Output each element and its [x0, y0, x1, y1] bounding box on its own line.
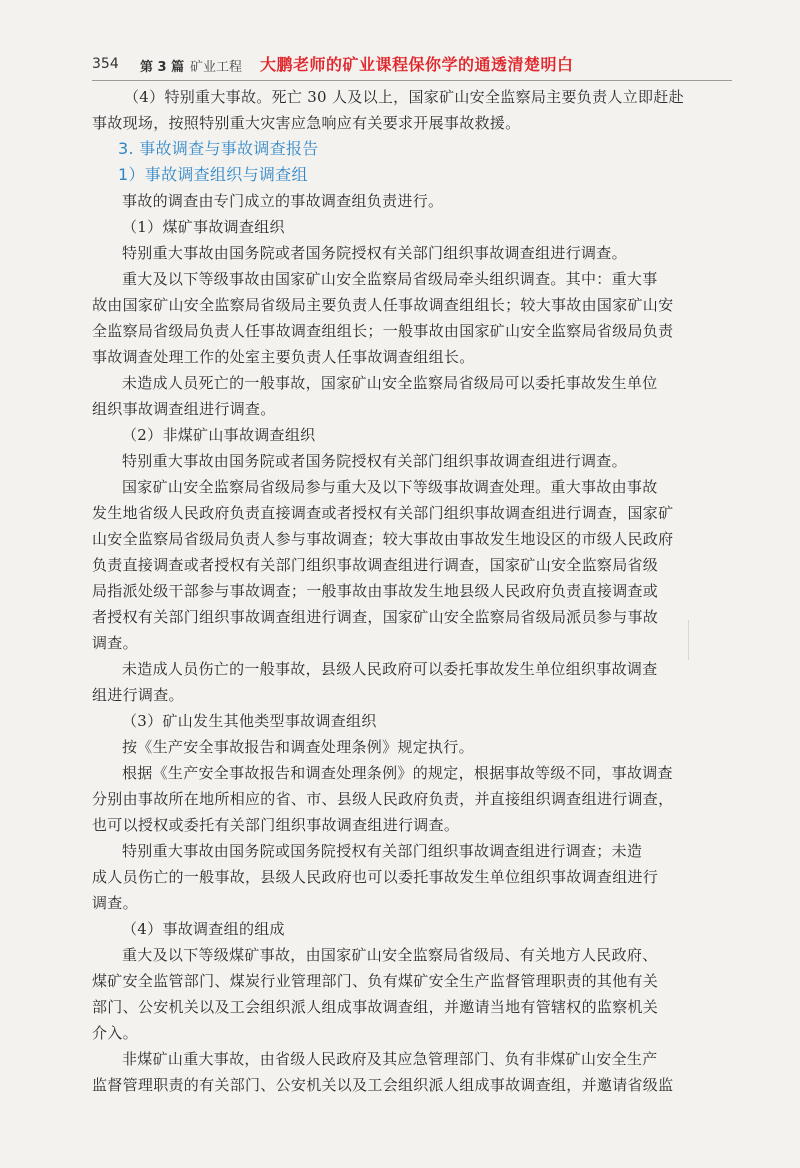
body-line: 局指派处级干部参与事故调查；一般事故由事故发生地县级人民政府负责直接调查或: [92, 582, 659, 600]
body-line: 特别重大事故由国务院或国务院授权有关部门组织事故调查组进行调查；未造: [122, 842, 643, 860]
item-heading: （3）矿山发生其他类型事故调查组织: [122, 712, 377, 730]
section-label: 矿业工程: [190, 60, 243, 75]
body-line: 全监察局省级局负责人任事故调查组组长；一般事故由国家矿山安全监察局省级局负责: [92, 322, 674, 340]
body-line: 介入。: [92, 1024, 138, 1042]
body-line: 未造成人员死亡的一般事故，国家矿山安全监察局省级局可以委托事故发生单位: [122, 374, 658, 392]
body-line: 山安全监察局省级局负责人参与事故调查；较大事故由事故发生地设区的市级人民政府: [92, 530, 674, 548]
body-line: 按《生产安全事故报告和调查处理条例》规定执行。: [122, 738, 474, 756]
body-line: 特别重大事故由国务院或者国务院授权有关部门组织事故调查组进行调查。: [122, 452, 627, 470]
body-line: 非煤矿山重大事故，由省级人民政府及其应急管理部门、负有非煤矿山安全生产: [122, 1050, 658, 1068]
body-line: 部门、公安机关以及工会组织派人组成事故调查组，并邀请当地有管辖权的监察机关: [92, 998, 659, 1016]
body-line: 成人员伤亡的一般事故，县级人民政府也可以委托事故发生单位组织事故调查组进行: [92, 868, 659, 886]
body-line: 分别由事故所在地所相应的省、市、县级人民政府负责，并直接组织调查组进行调查，: [92, 790, 674, 808]
body-line: 调查。: [92, 634, 138, 652]
body-line: 重大及以下等级事故由国家矿山安全监察局省级局牵头组织调查。其中：重大事: [122, 270, 658, 288]
item-heading: （4）事故调查组的组成: [122, 920, 285, 938]
body-line: 煤矿安全监管部门、煤炭行业管理部门、负有煤矿安全生产监督管理职责的其他有关: [92, 972, 659, 990]
body-line: 发生地省级人民政府负责直接调查或者授权有关部门组织事故调查组进行调查，国家矿: [92, 504, 674, 522]
body-line: 调查。: [92, 894, 138, 912]
body-line: 重大及以下等级煤矿事故，由国家矿山安全监察局省级局、有关地方人民政府、: [122, 946, 658, 964]
watermark-text: 大鹏老师的矿业课程保你学的通透清楚明白: [260, 55, 574, 74]
body-line: 特别重大事故由国务院或者国务院授权有关部门组织事故调查组进行调查。: [122, 244, 627, 262]
subsection-heading: 1）事故调查组织与调查组: [118, 165, 308, 184]
body-line: 者授权有关部门组织事故调查组进行调查，国家矿山安全监察局省级局派员参与事故: [92, 608, 659, 626]
header-rule: [92, 80, 732, 81]
body-line: 未造成人员伤亡的一般事故，县级人民政府可以委托事故发生单位组织事故调查: [122, 660, 658, 678]
body-line: 组进行调查。: [92, 686, 184, 704]
body-line: 事故的调查由专门成立的事故调查组负责进行。: [122, 192, 444, 210]
body-line: 也可以授权或委托有关部门组织事故调查组进行调查。: [92, 816, 460, 834]
section-heading: 3. 事故调查与事故调查报告: [118, 139, 319, 158]
page-number: 354: [92, 56, 119, 72]
body-line: 事故现场，按照特别重大灾害应急响应有关要求开展事故救援。: [92, 114, 521, 132]
running-header: [92, 50, 732, 80]
body-line: 负责直接调查或者授权有关部门组织事故调查组进行调查，国家矿山安全监察局省级: [92, 556, 659, 574]
scan-margin-mark: [688, 620, 689, 660]
item-heading: （1）煤矿事故调查组织: [122, 218, 285, 236]
body-line: 组织事故调查组进行调查。: [92, 400, 276, 418]
body-line: 监督管理职责的有关部门、公安机关以及工会组织派人组成事故调查组，并邀请省级监: [92, 1076, 674, 1094]
body-line: 国家矿山安全监察局省级局参与重大及以下等级事故调查处理。重大事故由事故: [122, 478, 658, 496]
body-line: 故由国家矿山安全监察局省级局主要负责人任事故调查组组长；较大事故由国家矿山安: [92, 296, 674, 314]
part-label: 第 3 篇: [140, 60, 185, 75]
body-line: 根据《生产安全事故报告和调查处理条例》的规定，根据事故等级不同，事故调查: [122, 764, 673, 782]
body-line: （4）特别重大事故。死亡 30 人及以上，国家矿山安全监察局主要负责人立即赶赴: [124, 88, 684, 106]
item-heading: （2）非煤矿山事故调查组织: [122, 426, 316, 444]
body-line: 事故调查处理工作的处室主要负责人任事故调查组组长。: [92, 348, 475, 366]
